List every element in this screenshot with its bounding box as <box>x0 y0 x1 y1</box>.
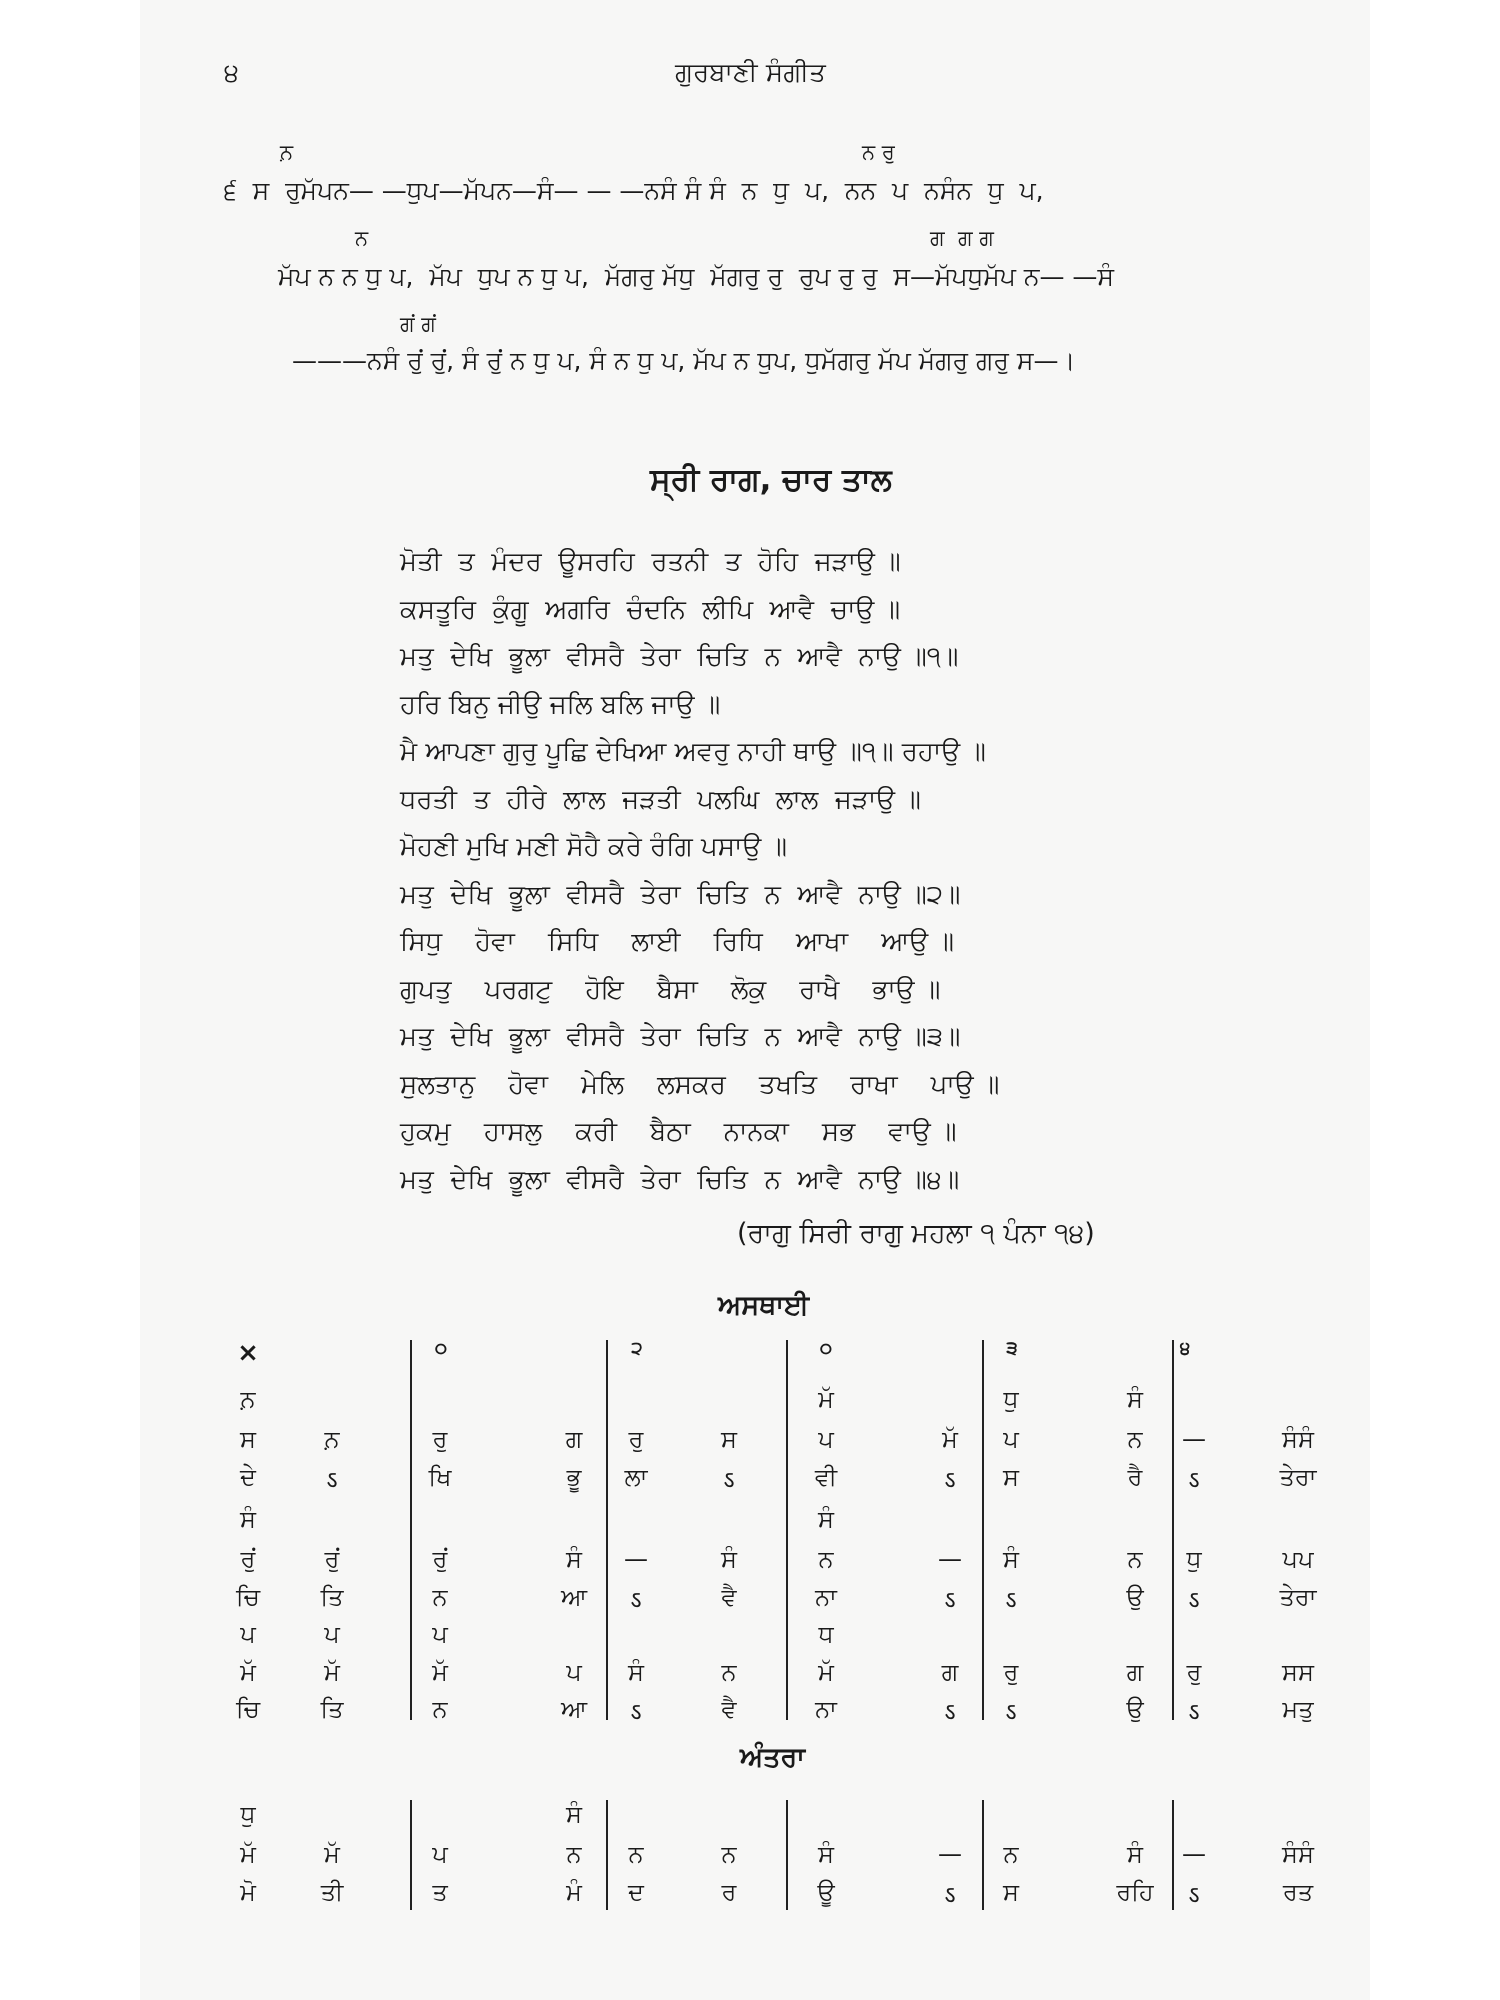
notation-cell: ऽ <box>723 1466 735 1494</box>
vibhag-divider <box>786 1800 788 1910</box>
verse-line: ਸੁਲਤਾਨੁ ਹੋਵਾ ਮੇਲਿ ਲਸਕਰ ਤਖਤਿ ਰਾਖਾ ਪਾਉ ॥ <box>400 1069 1000 1100</box>
notation-cell: ਪ <box>432 1620 448 1648</box>
notation-cell: — <box>938 1840 962 1868</box>
notation-cell: ਪ <box>818 1425 834 1453</box>
notation-cell: ऽ <box>630 1586 642 1614</box>
vibhag-divider <box>410 1340 412 1720</box>
notation-cell: ਪ <box>432 1840 448 1868</box>
notation-cell: ਤੀ <box>320 1878 344 1906</box>
notation-line2-above-right: ਗ ਗ ਗ <box>930 226 994 250</box>
notation-cell: ਦ <box>628 1878 644 1906</box>
notation-cell: ਮੱ <box>240 1840 256 1868</box>
notation-cell: ऽ <box>1188 1698 1200 1726</box>
tala-mark: ੩ <box>1006 1338 1018 1359</box>
notation-cell: ਨਾ <box>815 1695 837 1723</box>
verse-line: ਗੁਪਤੁ ਪਰਗਟੁ ਹੋਇ ਬੈਸਾ ਲੋਕੁ ਰਾਖੈ ਭਾਉ ॥ <box>400 974 941 1005</box>
notation-cell: ਸੰ <box>628 1658 644 1686</box>
notation-cell: ਗ <box>565 1425 583 1453</box>
notation-cell: ਵੀ <box>814 1463 838 1491</box>
notation-cell: ਨ <box>432 1583 448 1611</box>
notation-cell: ऽ <box>1005 1698 1017 1726</box>
notation-cell: ਸੰ <box>240 1505 256 1533</box>
vibhag-divider <box>410 1800 412 1910</box>
verse-line: ਮਤੁ ਦੇਖਿ ਭੂਲਾ ਵੀਸਰੈ ਤੇਰਾ ਚਿਤਿ ਨ ਆਵੈ ਨਾਉ ॥੩॥ <box>400 1022 961 1052</box>
notation-cell: ਰੁ <box>432 1425 448 1453</box>
notation-cell: ਸੰ <box>566 1800 582 1828</box>
shabad-title: ਸ੍ਰੀ ਰਾਗ, ਚਾਰ ਤਾਲ <box>650 462 892 498</box>
notation-cell: ਸੰਸੰ <box>1282 1840 1314 1868</box>
notation-cell: ऽ <box>944 1466 956 1494</box>
notation-cell: ਦੇ <box>240 1463 256 1491</box>
page-number: ੪ <box>224 58 239 88</box>
notation-cell: ਮੱ <box>432 1658 448 1686</box>
notation-cell: ਨ <box>1127 1425 1143 1453</box>
notation-cell: ਸੰਸੰ <box>1282 1425 1314 1453</box>
notation-cell: ਮਤੁ <box>1282 1695 1314 1723</box>
notation-cell: ਤਿ <box>320 1583 344 1611</box>
notation-cell: ऽ <box>1188 1586 1200 1614</box>
notation-cell: ਨ <box>566 1840 582 1868</box>
notation-cell: ਸੰ <box>818 1505 834 1533</box>
notation-cell: ਪਪ <box>1282 1545 1314 1573</box>
notation-cell: ऽ <box>1188 1466 1200 1494</box>
verse-line: ਧਰਤੀ ਤ ਹੀਰੇ ਲਾਲ ਜੜਤੀ ਪਲਘਿ ਲਾਲ ਜੜਾਉ ॥ <box>400 784 921 815</box>
notation-cell: ਧ <box>818 1620 834 1648</box>
notation-cell: ਰੁਂ <box>432 1545 448 1573</box>
notation-cell: ਸ <box>721 1425 737 1453</box>
verse-line: ਮਤੁ ਦੇਖਿ ਭੂਲਾ ਵੀਸਰੈ ਤੇਰਾ ਚਿਤਿ ਨ ਆਵੈ ਨਾਉ ॥੧॥ <box>400 642 959 672</box>
notation-cell: ऽ <box>944 1881 956 1909</box>
vibhag-divider <box>1172 1340 1174 1720</box>
notation-cell: ਉ <box>1126 1695 1144 1723</box>
vibhag-divider <box>606 1800 608 1910</box>
notation-cell: ਨ <box>1127 1545 1143 1573</box>
notation-cell: ਵੈ <box>721 1695 737 1723</box>
notation-cell: ऽ <box>944 1586 956 1614</box>
notation-cell: ਧੁ <box>1186 1545 1202 1573</box>
notation-cell: ਰਤ <box>1282 1878 1314 1906</box>
notation-cell: ਭੂ <box>566 1463 582 1491</box>
notation-line3-above: ਗਂ ਗਂ <box>400 312 436 336</box>
notation-cell: ਸੰ <box>1127 1385 1143 1413</box>
verse-line: ਮੋਤੀ ਤ ਮੰਦਰ ਊਸਰਹਿ ਰਤਨੀ ਤ ਹੋਹਿ ਜੜਾਉ ॥ <box>400 547 901 577</box>
notation-cell: ਸੰ <box>1127 1840 1143 1868</box>
notation-cell: ਰੁਂ <box>324 1545 340 1573</box>
tala-mark: ੨ <box>631 1338 643 1359</box>
tala-mark: ੦ <box>434 1338 448 1359</box>
notation-cell: ਰੁ <box>1003 1658 1019 1686</box>
notation-line1: ੬ ਸ ਰੁਮੱਪਨ— —ਧੁਪ—ਮੱਪਨ—ਸੰ— — —ਨਸੰ ਸੰ ਸੰ ਨ ਧੁ ਪ, ਨਨ ਪ ਨਸੰਨ ਧੁ ਪ, <box>224 176 1044 205</box>
notation-cell: ऽ <box>944 1698 956 1726</box>
notation-cell: ऽ <box>1188 1881 1200 1909</box>
notation-cell: ਆ <box>560 1695 588 1723</box>
notation-cell: ਸੰ <box>566 1545 582 1573</box>
notation-cell: ਨ <box>721 1840 737 1868</box>
notation-cell: ਆ <box>560 1583 588 1611</box>
notation-cell: ਸਸ <box>1282 1658 1314 1686</box>
notation-cell: ਮੱ <box>324 1658 340 1686</box>
notation-cell: ਨ਼ <box>324 1425 340 1453</box>
notation-cell: ਧੁ <box>1003 1385 1019 1413</box>
notation-cell: ਮੱ <box>942 1425 958 1453</box>
notation-cell: ਰੁ <box>1186 1658 1202 1686</box>
notation-cell: ਰ <box>721 1878 737 1906</box>
notation-cell: — <box>1182 1425 1206 1453</box>
notation-cell: ਚਿ <box>236 1695 260 1723</box>
notation-cell: ਨ <box>628 1840 644 1868</box>
notation-cell: ਤੇਰਾ <box>1279 1463 1317 1491</box>
notation-cell: — <box>1182 1840 1206 1868</box>
notation-cell: ਮੱ <box>818 1385 834 1413</box>
notation-cell: ਨ਼ <box>240 1385 256 1413</box>
notation-cell: ਤੇਰਾ <box>1279 1583 1317 1611</box>
notation-cell: ਸ <box>240 1425 256 1453</box>
notation-cell: ऽ <box>630 1698 642 1726</box>
notation-cell: ਮੰ <box>566 1878 582 1906</box>
notation-cell: ऽ <box>1005 1586 1017 1614</box>
notation-cell: ਪ <box>324 1620 340 1648</box>
notation-cell: ਮੱ <box>240 1658 256 1686</box>
notation-line1-above-right: ਨ ਰੁ <box>862 140 895 164</box>
notation-cell: ਖਿ <box>428 1463 452 1491</box>
verse-line: ਹੁਕਮੁ ਹਾਸਲੁ ਕਰੀ ਬੈਠਾ ਨਾਨਕਾ ਸਭ ਵਾਉ ॥ <box>400 1117 957 1147</box>
verse-line: ਮੋਹਣੀ ਮੁਖਿ ਮਣੀ ਸੋਹੈ ਕਰੇ ਰੰਗਿ ਪਸਾਉ ॥ <box>400 832 788 862</box>
notation-cell: ਨ <box>432 1695 448 1723</box>
notation-line2-above-left: ਨ <box>355 226 369 250</box>
notation-cell: ऽ <box>326 1466 338 1494</box>
notation-cell: — <box>938 1545 962 1573</box>
vibhag-divider <box>606 1340 608 1720</box>
notation-cell: ਤ <box>432 1878 448 1906</box>
notation-cell: ਰੁ <box>628 1425 644 1453</box>
notation-cell: ਧੁ <box>240 1800 256 1828</box>
notation-cell: ਮੱ <box>818 1658 834 1686</box>
notation-cell: ਗ <box>1126 1658 1144 1686</box>
tala-mark: ੦ <box>819 1338 833 1359</box>
vibhag-divider <box>1172 1800 1174 1910</box>
verse-line: ਕਸਤੂਰਿ ਕੁੰਗੂ ਅਗਰਿ ਚੰਦਨਿ ਲੀਪਿ ਆਵੈ ਚਾਉ ॥ <box>400 594 901 625</box>
notation-cell: ਮੱ <box>324 1840 340 1868</box>
verse-line: ਹਰਿ ਬਿਨੁ ਜੀਉ ਜਲਿ ਬਲਿ ਜਾਉ ॥ <box>400 689 721 720</box>
notation-cell: ਤਿ <box>320 1695 344 1723</box>
notation-cell: ਨ <box>1003 1840 1019 1868</box>
notation-cell: ਸੰ <box>721 1545 737 1573</box>
verse-line: ਮੈ ਆਪਣਾ ਗੁਰੁ ਪੂਛਿ ਦੇਖਿਆ ਅਵਰੁ ਨਾਹੀ ਥਾਉ ॥੧॥ ਰਹਾਉ ॥ <box>400 737 986 767</box>
asthai-title: ਅਸਥਾਈ <box>718 1290 810 1321</box>
notation-line2: ਮੱਪ ਨ ਨ ਧੁ ਪ, ਮੱਪ ਧੁਪ ਨ ਧੁ ਪ, ਮੱਗਰੁ ਮੱਧੁ ਮੱਗਰੁ ਰੁ ਰੁਪ ਰੁ ਰੁ ਸ—ਮੱਪਧੁਮੱਪ ਨ— —ਸੰ <box>278 262 1115 291</box>
notation-cell: ਸੰ <box>1003 1545 1019 1573</box>
notation-cell: ਪ <box>566 1658 582 1686</box>
notation-cell: ਪ <box>1003 1425 1019 1453</box>
notation-cell: ਵੈ <box>721 1583 737 1611</box>
notation-cell: ਚਿ <box>236 1583 260 1611</box>
shabad-reference: (ਰਾਗੁ ਸਿਰੀ ਰਾਗੁ ਮਹਲਾ ੧ ਪੰਨਾ ੧੪) <box>737 1218 1095 1249</box>
verse-line: ਮਤੁ ਦੇਖਿ ਭੂਲਾ ਵੀਸਰੈ ਤੇਰਾ ਚਿਤਿ ਨ ਆਵੈ ਨਾਉ ॥੨॥ <box>400 879 961 910</box>
notation-line3: ———ਨਸੰ ਰੁਂ ਰੁਂ, ਸੰ ਰੁਂ ਨ ਧੁ ਪ, ਸੰ ਨ ਧੁ ਪ, ਮੱਪ ਨ ਧੁਪ, ਧੁਮੱਗਰੁ ਮੱਪ ਮੱਗਰੁ ਗਰੁ ਸ—। <box>292 346 1076 375</box>
notation-cell: ਸ <box>1003 1878 1019 1906</box>
notation-cell: ਨ <box>721 1658 737 1686</box>
verse-line: ਮਤੁ ਦੇਖਿ ਭੂਲਾ ਵੀਸਰੈ ਤੇਰਾ ਚਿਤਿ ਨ ਆਵੈ ਨਾਉ ॥੪॥ <box>400 1164 960 1195</box>
notation-cell: ਰਹਿ <box>1116 1878 1154 1906</box>
notation-cell: ਸੰ <box>818 1840 834 1868</box>
vibhag-divider <box>786 1340 788 1720</box>
notation-cell: ਨਾ <box>815 1583 837 1611</box>
notation-cell: ਸ <box>1003 1463 1019 1491</box>
notation-cell: ਪ <box>240 1620 256 1648</box>
notation-cell: ਉ <box>1126 1583 1144 1611</box>
notation-cell: — <box>624 1545 648 1573</box>
notation-cell: ਰੁਂ <box>240 1545 256 1573</box>
notation-cell: ਰੈ <box>1127 1463 1143 1491</box>
notation-cell: ਗ <box>941 1658 959 1686</box>
notation-line1-above-left: ਨ਼ <box>280 140 294 164</box>
notation-cell: ਲਾ <box>624 1463 648 1491</box>
vibhag-divider <box>982 1340 984 1720</box>
notation-cell: ਨ <box>818 1545 834 1573</box>
tala-mark: × <box>237 1338 259 1368</box>
notation-cell: ਮੋ <box>240 1878 256 1906</box>
vibhag-divider <box>982 1800 984 1910</box>
verse-line: ਸਿਧੁ ਹੋਵਾ ਸਿਧਿ ਲਾਈ ਰਿਧਿ ਆਖਾ ਆਉ ॥ <box>400 927 955 957</box>
antra-title: ਅੰਤਰਾ <box>740 1742 805 1773</box>
tala-mark: ੪ <box>1179 1338 1191 1359</box>
book-title: ਗੁਰਬਾਣੀ ਸੰਗੀਤ <box>675 58 826 88</box>
notation-cell: ਊ <box>817 1878 835 1906</box>
